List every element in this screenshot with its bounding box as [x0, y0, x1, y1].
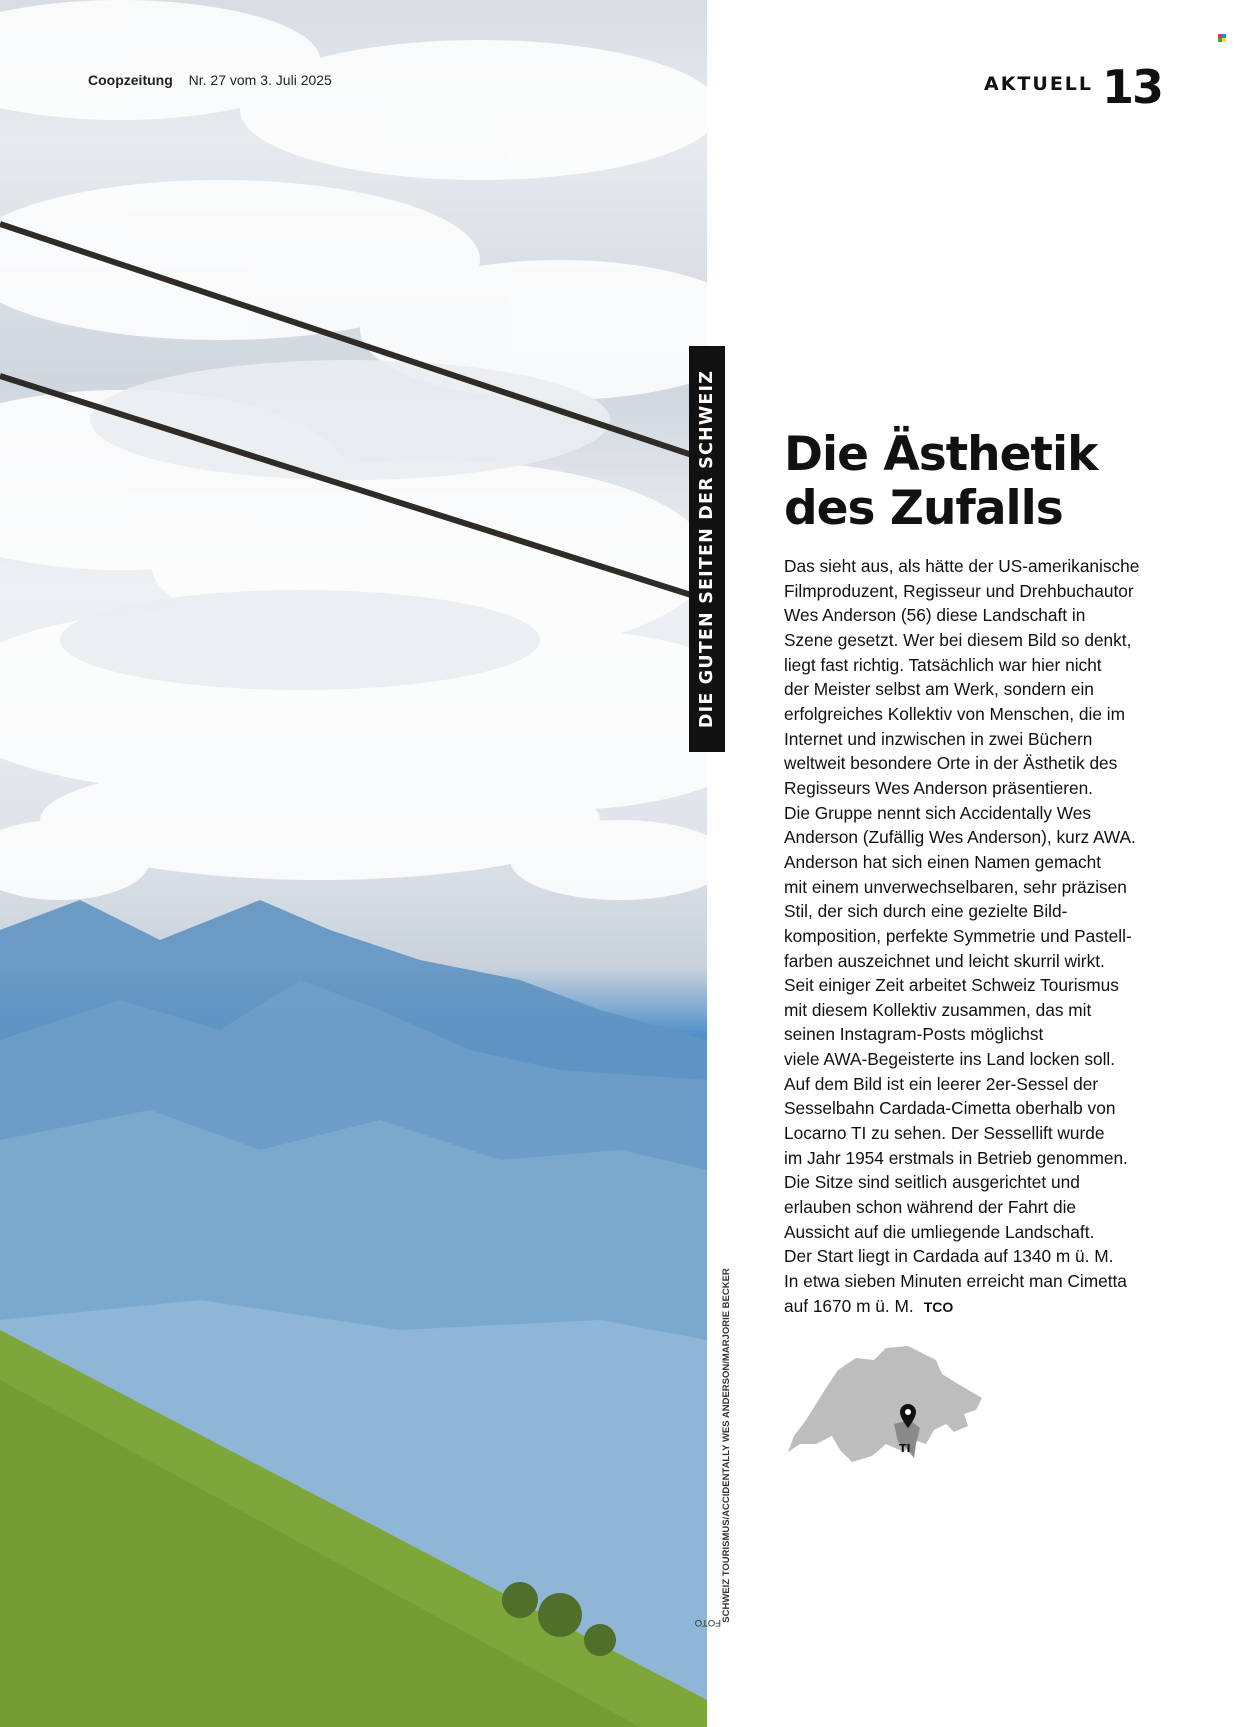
body-line: Filmproduzent, Regisseur und Drehbuchautor [784, 580, 1134, 601]
body-line: Das sieht aus, als hätte der US-amerikanische [784, 556, 1140, 576]
body-line: Aussicht auf die umliegende Landschaft. [784, 1221, 1095, 1242]
body-line: erfolgreiches Kollektiv von Menschen, die im [784, 703, 1125, 724]
body-line: Sesselbahn Cardada-Cimetta oberhalb von [784, 1098, 1116, 1119]
body-line: Internet und inzwischen in zwei Büchern [784, 728, 1093, 749]
body-line: liegt fast richtig. Tatsächlich war hier nicht [784, 654, 1102, 675]
body-line: komposition, perfekte Symmetrie und Pastell- [784, 925, 1132, 946]
body-line: Auf dem Bild ist ein leerer 2er-Sessel der [784, 1073, 1099, 1094]
publication-name: Coopzeitung [88, 72, 173, 88]
issue-info: Nr. 27 vom 3. Juli 2025 [188, 72, 332, 88]
body-line: Die Sitze sind seitlich ausgerichtet und [784, 1172, 1080, 1193]
body-line: der Meister selbst am Werk, sondern ein [784, 679, 1094, 700]
body-line: Wes Anderson (56) diese Landschaft in [784, 605, 1086, 626]
body-line: Seit einiger Zeit arbeitet Schweiz Tourismus [784, 975, 1119, 996]
body-line: Szene gesetzt. Wer bei diesem Bild so denkt, [784, 629, 1132, 650]
body-line: weltweit besondere Orte in der Ästhetik des [784, 753, 1118, 774]
body-line: In etwa sieben Minuten erreicht man Cimetta [784, 1271, 1127, 1292]
author-initials: TCO [923, 1298, 954, 1315]
body-line: Die Gruppe nennt sich Accidentally Wes [784, 802, 1092, 823]
photo-credit-text: SCHWEIZ TOURISMUS/ACCIDENTALLY WES ANDERSON/MARJORIE BECKER [721, 1268, 732, 1623]
body-line: im Jahr 1954 erstmals in Betrieb genommen. [784, 1147, 1128, 1168]
headline-line-1: Die Ästhetik [784, 427, 1098, 482]
body-line: mit einem unverwechselbaren, sehr präzisen [784, 876, 1127, 897]
body-line-last [784, 1294, 1174, 1320]
series-label: DIE GUTEN SEITEN DER SCHWEIZ [697, 369, 717, 729]
section-label: AKTUELL [984, 73, 1094, 95]
switzerland-map [786, 1340, 986, 1470]
page-number: 13 [1102, 60, 1163, 114]
body-line: Anderson (Zufällig Wes Anderson), kurz AWA. [784, 827, 1136, 848]
body-line: erlauben schon während der Fahrt die [784, 1197, 1077, 1218]
masthead [88, 72, 332, 88]
body-line: Regisseurs Wes Anderson präsentieren. [784, 777, 1093, 798]
canton-label: TI [899, 1442, 911, 1455]
body-line: Anderson hat sich einen Namen gemacht [784, 851, 1102, 872]
color-registration-icon [1218, 34, 1226, 42]
body-line: auf 1670 m ü. M. [784, 1295, 914, 1316]
body-line: farben auszeichnet und leicht skurril wirkt. [784, 950, 1105, 971]
headline-line-2: des Zufalls [784, 481, 1063, 536]
series-label-bar [689, 346, 725, 752]
body-line: Locarno TI zu sehen. Der Sessellift wurde [784, 1123, 1105, 1144]
body-line: Stil, der sich durch eine gezielte Bild- [784, 901, 1068, 922]
body-line: mit diesem Kollektiv zusammen, das mit [784, 999, 1092, 1020]
switzerland-outline [788, 1346, 982, 1462]
body-line: seinen Instagram-Posts möglichst [784, 1024, 1044, 1045]
body-line: viele AWA-Begeisterte ins Land locken soll. [784, 1049, 1116, 1070]
article-headline [784, 428, 1204, 536]
article-body [784, 554, 1174, 1319]
photo-credit-prefix: FOTO [694, 1617, 721, 1628]
body-line: Der Start liegt in Cardada auf 1340 m ü. M. [784, 1246, 1114, 1267]
